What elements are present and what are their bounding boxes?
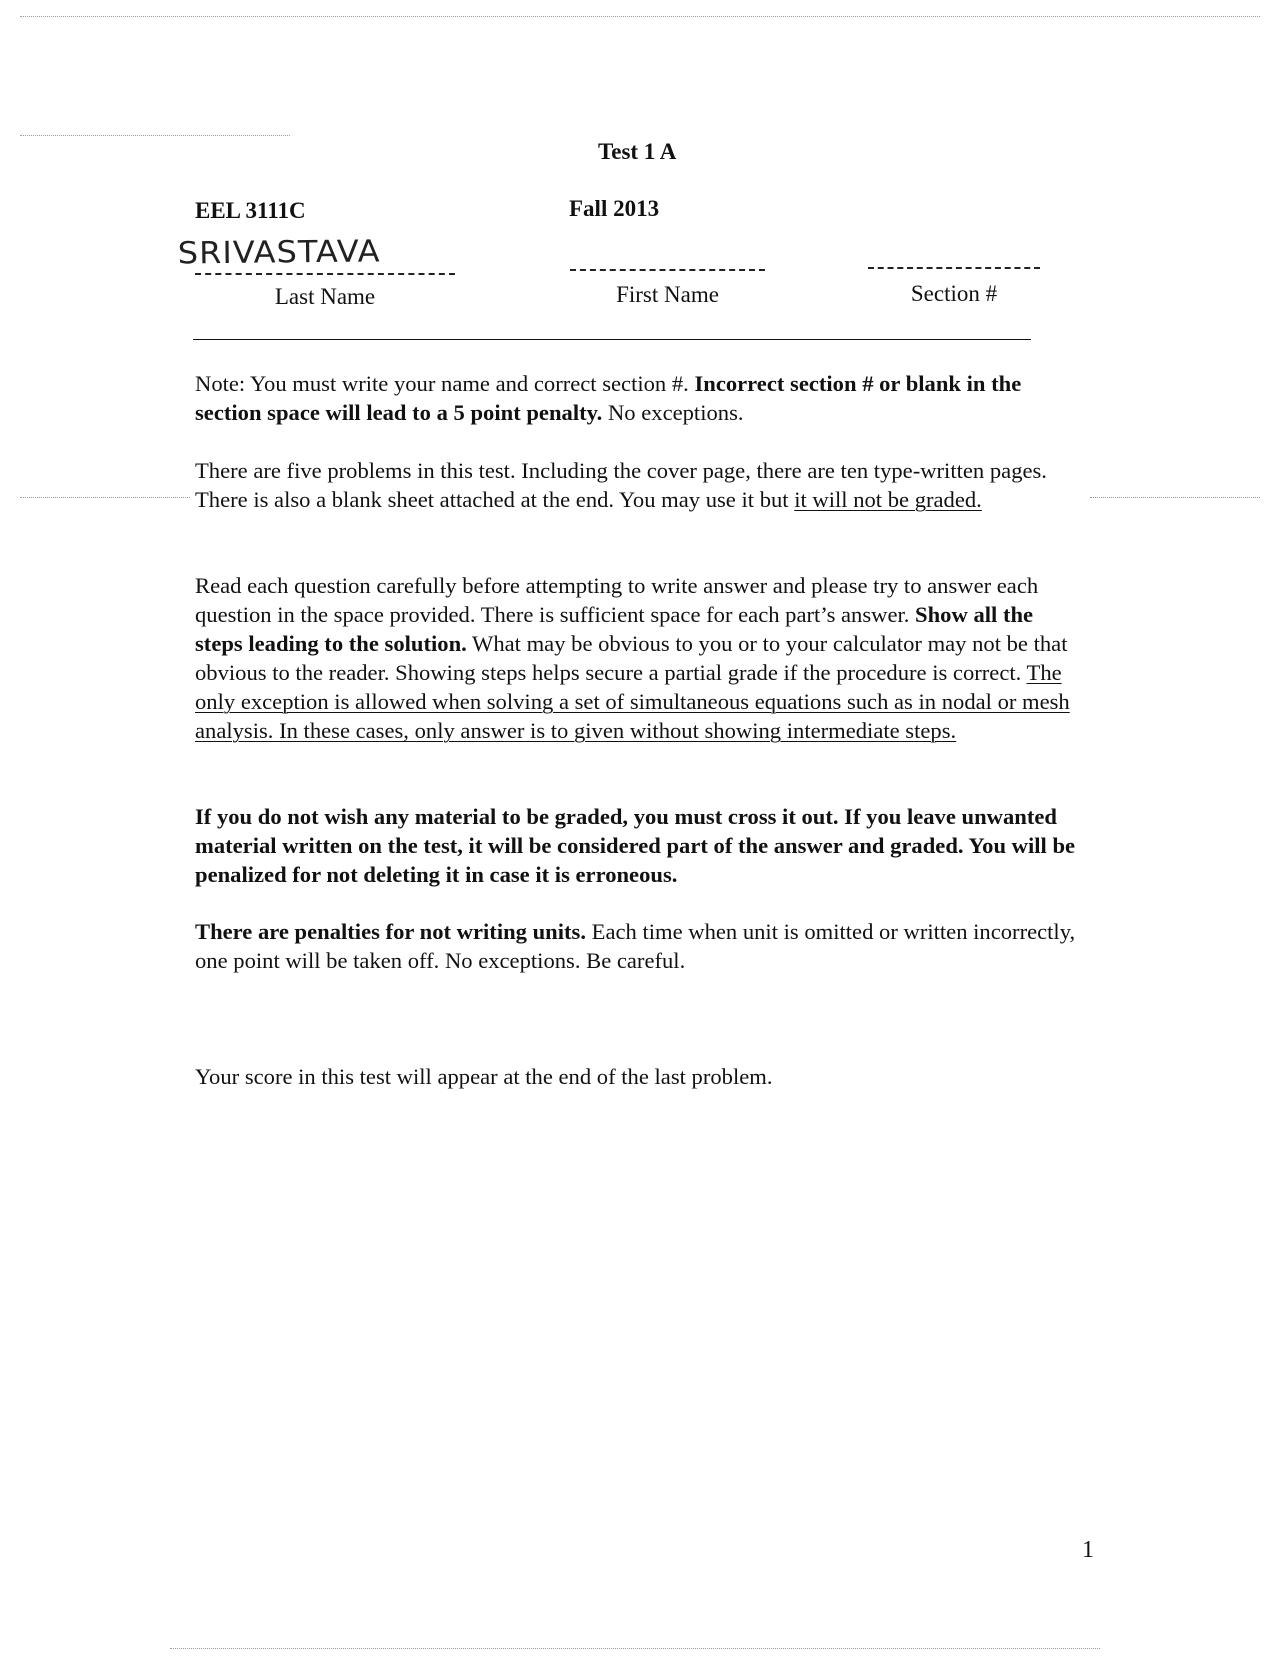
- scan-noise-top: [20, 16, 1260, 17]
- score-paragraph: [195, 1062, 1085, 1091]
- header-divider: [193, 339, 1031, 340]
- read-text-2: What may be obvious to you or to your calculator may not be that obvious to the reader. Showing steps helps secure a partial grade if the procedure is correct.: [195, 631, 1068, 685]
- note-tail: No exceptions.: [602, 400, 744, 425]
- first-name-line: [570, 269, 765, 271]
- term: Fall 2013: [569, 196, 660, 221]
- units-text: Each time when unit is omitted or written incorrectly, one point will be taken off. No exceptions. Be careful.: [195, 919, 1076, 973]
- units-penalty: There are penalties for not writing units.: [195, 919, 586, 944]
- cross-out-paragraph: [195, 802, 1085, 889]
- problems-text: There are five problems in this test. Including the cover page, there are ten type-written pages. There is also a blank sheet attached at the end. You may use it but: [195, 458, 1047, 512]
- first-name-label: First Name: [616, 282, 719, 307]
- test-title: Test 1 A: [598, 139, 677, 164]
- scan-noise-mid-right: [1090, 497, 1260, 498]
- units-paragraph: [195, 917, 1085, 975]
- cross-out-text: If you do not wish any material to be graded, you must cross it out. If you leave unwanted material written on the test, it will be considered part of the answer and graded. You will be penalized for not deleting it in case it is erroneous.: [195, 804, 1076, 887]
- read-paragraph: [195, 571, 1085, 745]
- problems-paragraph: [195, 456, 1085, 514]
- note-penalty: Incorrect section # or blank in the section space will lead to a 5 point penalty.: [195, 371, 1022, 425]
- note-lead: Note: You must write your name and correct section #.: [195, 371, 695, 396]
- section-line: [868, 267, 1040, 269]
- score-text: Your score in this test will appear at the end of the last problem.: [195, 1064, 773, 1089]
- section-label: Section #: [910, 281, 998, 306]
- last-name-handwritten: SRIVASTAVA: [177, 232, 381, 271]
- read-text-1: Read each question carefully before attempting to write answer and please try to answer each question in the space provided. There is sufficient space for each part’s answer.: [195, 573, 1039, 627]
- read-exception: The only exception is allowed when solving a set of simultaneous equations such as in nodal or mesh analysis. In these cases, only answer is to given without showing intermediate steps.: [195, 660, 1070, 743]
- page-number: 1: [1082, 1537, 1094, 1563]
- scan-noise-mid-left: [20, 497, 190, 498]
- last-name-label: Last Name: [274, 284, 376, 309]
- note-paragraph: [195, 369, 1085, 427]
- scan-noise-upper: [20, 135, 290, 136]
- problems-not-graded: it will not be graded.: [794, 487, 982, 512]
- last-name-line: [195, 273, 455, 275]
- course-code: EEL 3111C: [195, 198, 306, 223]
- scan-noise-bottom: [170, 1648, 1100, 1649]
- read-show-steps: Show all the steps leading to the solution.: [195, 602, 1034, 656]
